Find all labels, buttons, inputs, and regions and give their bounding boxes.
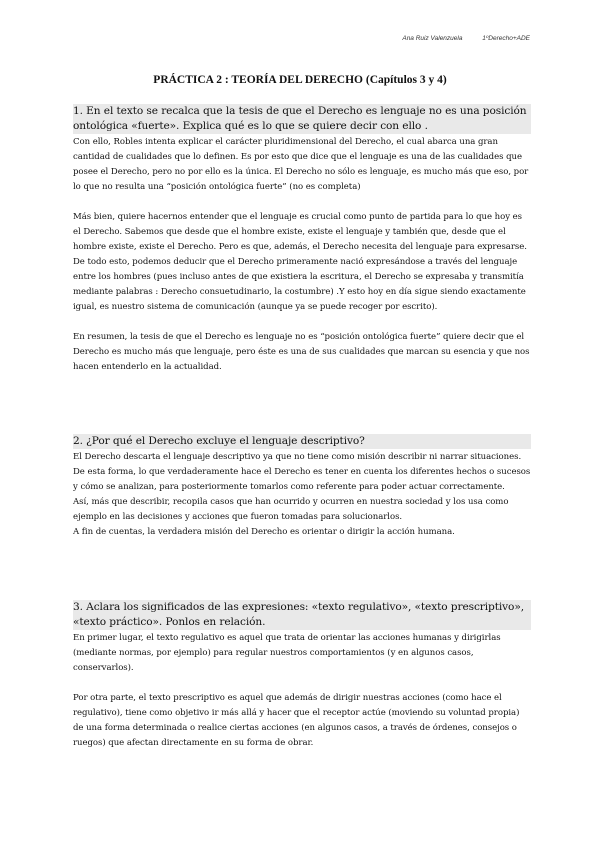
section-2-paragraph-1: El Derecho descarta el lenguaje descriptivo ya que no tiene como misión describir ni narrar situaciones. De esta forma, lo que verdaderamente hace el Derecho es tener en cuenta los diferentes hechos o sucesos y cómo se analizan, para posteriormente tomarlos como referente para poder actuar correctamente. [73, 452, 531, 492]
section-2 [73, 434, 531, 540]
section-2-paragraph-3: A fin de cuentas, la verdadera misión del Derecho es orientar o dirigir la acción humana. [73, 527, 455, 537]
document-title: PRÁCTICA 2 : TEORÍA DEL DERECHO (Capítulos 3 y 4) [153, 74, 447, 86]
section-1-question: 1. En el texto se recalca que la tesis de que el Derecho es lenguaje no es una posición ontológica «fuerte». Explica qué es lo que se quiere decir con ello . [73, 104, 531, 134]
section-3-question: 3. Aclara los significados de las expresiones: «texto regulativo», «texto prescriptivo», «texto práctico». Ponlos en relación. [73, 600, 531, 630]
section-2-paragraph-2: Así, más que describir, recopila casos que han ocurrido y ocurren en nuestra sociedad y los usa como ejemplo en las decisiones y acciones que fueron tomadas para solucionarlos. [73, 497, 509, 522]
author-name: Ana Ruiz Valenzuela [402, 35, 463, 42]
section-3-paragraph-1: En primer lugar, el texto regulativo es aquel que trata de orientar las acciones humanas y dirigirlas (mediante normas, por ejemplo) para regular nuestros comportamientos (y en algunos casos, conservarlos). [73, 633, 501, 673]
section-3-paragraph-2: Por otra parte, el texto prescriptivo es aquel que además de dirigir nuestras acciones (como hace el regulativo), tiene como objetivo ir más allá y hacer que el receptor actúe (moviendo su voluntad propia) de una forma determinada o realice ciertas acciones (en algunos casos, a través de órdenes, consejos o ruegos) que afectan directamente en su forma de obrar. [73, 693, 520, 748]
section-3 [73, 600, 531, 751]
section-1-paragraph-3: En resumen, la tesis de que el Derecho es lenguaje no es “posición ontológica fuerte” quiere decir que el Derecho es mucho más que lenguaje, pero éste es una de sus cualidades que marcan su esencia y que nos hacen entenderlo en la actualidad. [73, 332, 530, 372]
page-header [402, 35, 530, 42]
section-2-question: 2. ¿Por qué el Derecho excluye el lenguaje descriptivo? [73, 434, 531, 449]
course-name: 1ºDerecho+ADE [482, 35, 530, 42]
section-1-paragraph-1: Con ello, Robles intenta explicar el carácter pluridimensional del Derecho, el cual abarca una gran cantidad de cualidades que lo definen. Es por esto que dice que el lenguaje es una de las cualidades que posee el Derecho, pero no por ello es la única. El Derecho no sólo es lenguaje, es mucho más que eso, por lo que no resulta una “posición ontológica fuerte” (no es completa) [73, 137, 529, 192]
section-1-paragraph-2: Más bien, quiere hacernos entender que el lenguaje es crucial como punto de partida para lo que hoy es el Derecho. Sabemos que desde que el hombre existe, existe el lenguaje y también que, desde que el hombre existe, existe el Derecho. Pero es que, además, el Derecho necesita del lenguaje para expresarse. De todo esto, podemos deducir que el Derecho primeramente nació expresándose a través del lenguaje entre los hombres (pues incluso antes de que existiera la escritura, el Derecho se expresaba y transmitía mediante palabras : Derecho consuetudinario, la costumbre) .Y esto hoy en día sigue siendo exactamente igual, es nuestro sistema de comunicación (aunque ya se puede recoger por escrito). [73, 212, 527, 312]
section-1 [73, 104, 531, 375]
